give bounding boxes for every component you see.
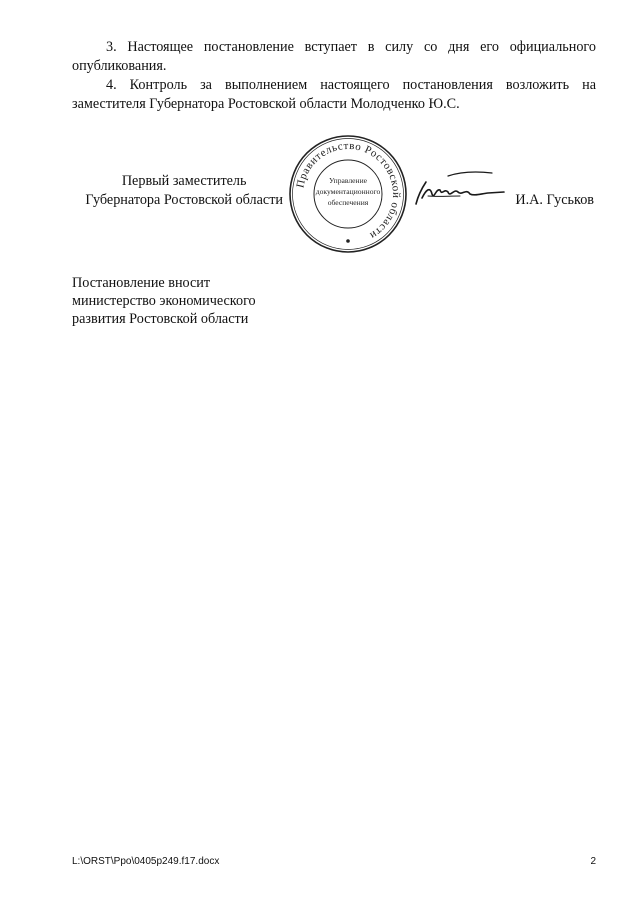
seal-outer-text: Правительство Ростовской области — [294, 139, 403, 242]
signer-title-line-2: Губернатора Ростовской области — [85, 192, 283, 208]
handwritten-signature — [408, 166, 506, 216]
footer-page-number: 2 — [590, 856, 596, 867]
signer-title — [85, 172, 283, 210]
official-seal — [286, 132, 410, 256]
paragraph-4 — [72, 76, 596, 114]
signer-name: И.А. Гуськов — [515, 192, 594, 208]
paragraph-4-text: 4. Контроль за выполнением настоящего постановления возложить на заместителя Губернатора Ростовской области Молодченко Ю.С. — [72, 77, 596, 112]
submitter-line-1: Постановление вносит — [72, 275, 211, 291]
paragraph-3-text: 3. Настоящее постановление вступает в силу со дня его официального опубликования. — [72, 39, 596, 74]
paragraph-3 — [72, 38, 596, 76]
seal-inner-line-2: документационного — [315, 187, 381, 196]
seal-dot — [346, 239, 350, 243]
submitter-line-2: министерство экономического — [72, 293, 256, 309]
seal-inner-line-3: обеспечения — [327, 198, 369, 207]
submitter-line-3: развития Ростовской области — [72, 311, 249, 327]
seal-inner-line-1: Управление — [328, 176, 368, 185]
submitter-note — [72, 274, 256, 328]
footer-file-path: L:\ORST\Ppo\0405p249.f17.docx — [72, 856, 220, 867]
signer-title-line-1: Первый заместитель — [121, 173, 247, 189]
